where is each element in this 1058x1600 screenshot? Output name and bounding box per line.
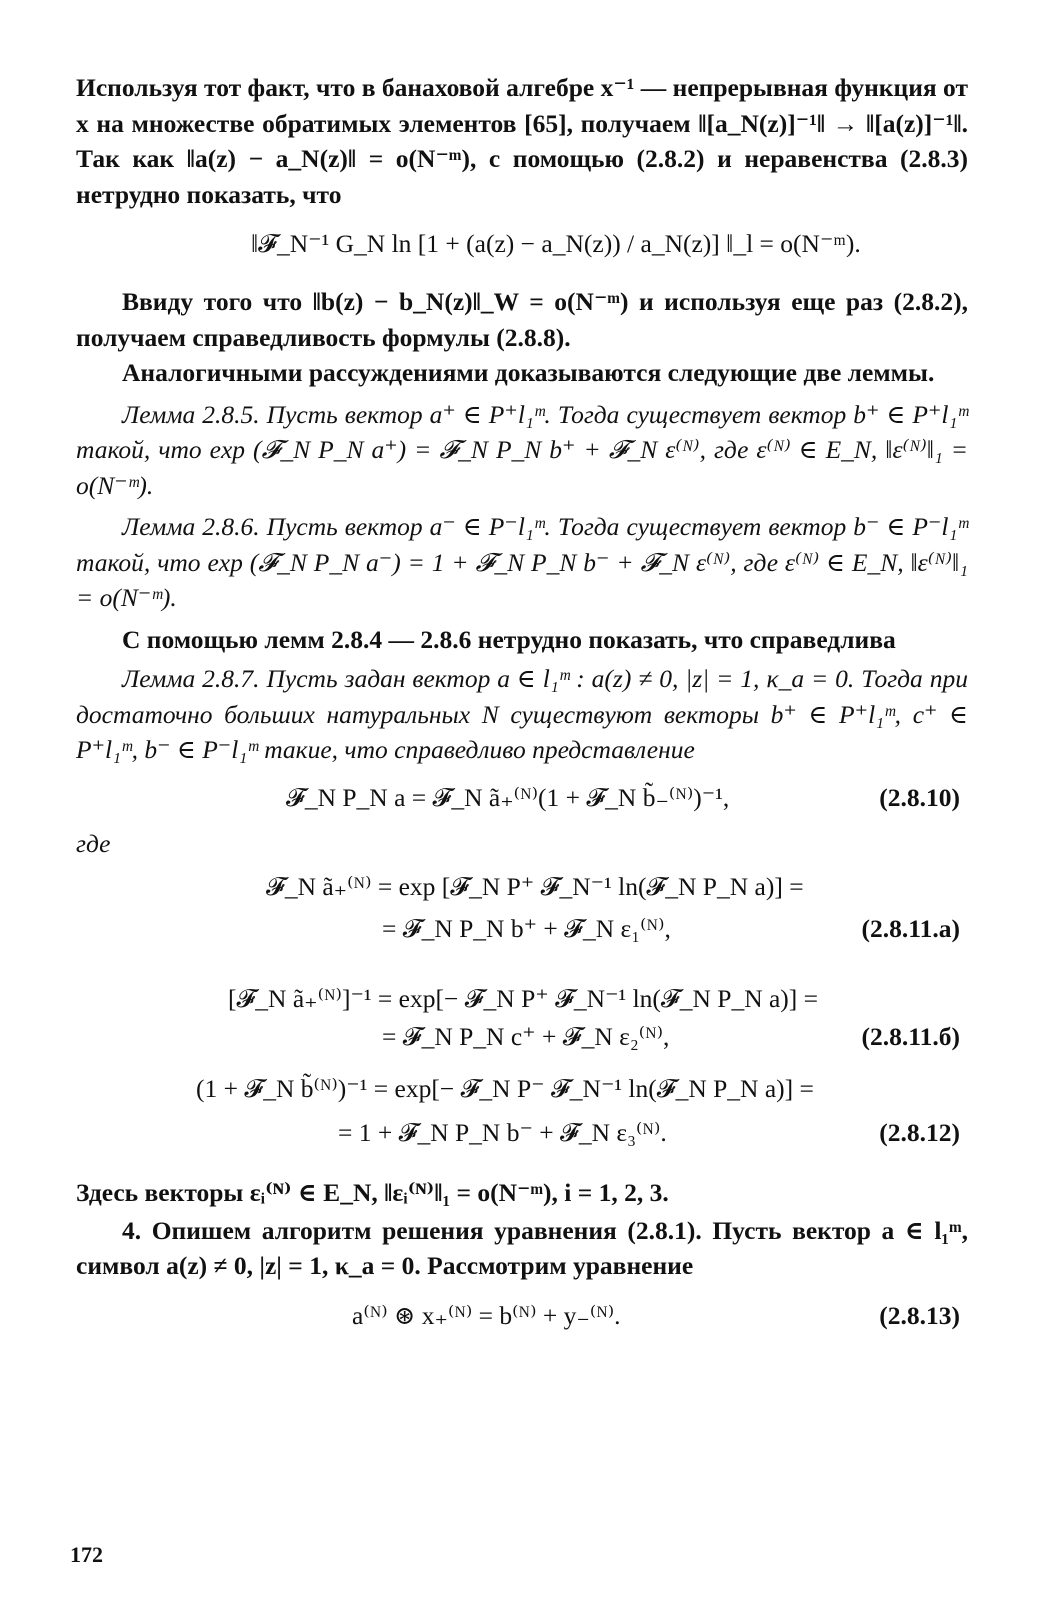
lemma-2-8-6: Лемма 2.8.6. Пусть вектор a⁻ ∈ P⁻l₁ᵐ. Тогда существует вектор b⁻ ∈ P⁻l₁ᵐ такой, что exp (𝓕_N P_N a⁻) = 1 + 𝓕_N P_N b⁻ + 𝓕_N ε⁽ᴺ⁾, где ε⁽ᴺ⁾ ∈ E_N, ‖ε⁽ᴺ⁾‖₁ = o(N⁻ᵐ). bbox=[76, 512, 968, 612]
equation-2-8-12-line1: (1 + 𝓕_N b̃⁽ᴺ⁾)⁻¹ = exp[− 𝓕_N P⁻ 𝓕_N⁻¹ ln(𝓕_N P_N a)] = bbox=[196, 1074, 814, 1103]
paragraph-1: Используя тот факт, что в банаховой алгебре x⁻¹ — непрерывная функция от x на множестве обратимых элементов [65], получаем ‖[a_N(z)]⁻¹‖ → ‖[a(z)]⁻¹‖. Так как ‖a(z) − a_N(z)‖ = o(N⁻ᵐ), с помощью (2.8.2) и неравенства (2.8.3) нетрудно показать, что bbox=[76, 73, 968, 209]
equation-2-8-13-number: (2.8.13) bbox=[879, 1300, 960, 1330]
equation-2-8-13 bbox=[76, 1284, 968, 1340]
equation-2-8-11b-line2: = 𝓕_N P_N c⁺ + 𝓕_N ε₂⁽ᴺ⁾, bbox=[382, 1022, 670, 1051]
where-label: где bbox=[76, 828, 111, 858]
lemma-2-8-7: Лемма 2.8.7. Пусть задан вектор a ∈ l₁ᵐ : a(z) ≠ 0, |z| = 1, κ_a = 0. Тогда при достаточно больших натуральных N существуют векторы b⁺ ∈ P⁺l₁ᵐ, c⁺ ∈ P⁺l₁ᵐ, b⁻ ∈ P⁻l₁ᵐ такие, что справедливо представление bbox=[76, 664, 968, 764]
equation-2-8-12-number: (2.8.12) bbox=[879, 1118, 960, 1147]
equation-2-8-11a bbox=[76, 861, 968, 953]
paragraph-3: Аналогичными рассуждениями доказываются следующие две леммы. bbox=[122, 358, 935, 387]
equation-2-8-10-number: (2.8.10) bbox=[879, 782, 960, 812]
equation-2-8-11a-line1: 𝓕_N ã₊⁽ᴺ⁾ = exp [𝓕_N P⁺ 𝓕_N⁻¹ ln(𝓕_N P_N a)] = bbox=[266, 872, 804, 901]
equation-1-body: ‖𝓕_N⁻¹ G_N ln [1 + (a(z) − a_N(z)) / a_N(z)] ‖_l = o(N⁻ᵐ). bbox=[251, 229, 861, 258]
equation-2-8-11b-number: (2.8.11.б) bbox=[861, 1022, 960, 1051]
paragraph-4: С помощью лемм 2.8.4 — 2.8.6 нетрудно показать, что справедлива bbox=[122, 624, 896, 654]
equation-2-8-13-body: a⁽ᴺ⁾ ⊛ x₊⁽ᴺ⁾ = b⁽ᴺ⁾ + y₋⁽ᴺ⁾. bbox=[352, 1300, 621, 1330]
equation-2-8-11a-line2: = 𝓕_N P_N b⁺ + 𝓕_N ε₁⁽ᴺ⁾, bbox=[382, 914, 671, 943]
equation-2-8-11b-line1: [𝓕_N ã₊⁽ᴺ⁾]⁻¹ = exp[− 𝓕_N P⁺ 𝓕_N⁻¹ ln(𝓕_N P_N a)] = bbox=[228, 984, 819, 1013]
page-body bbox=[76, 70, 968, 1340]
equation-2-8-10 bbox=[76, 768, 968, 826]
paragraph-6: 4. Опишем алгоритм решения уравнения (2.8.1). Пусть вектор a ∈ l₁ᵐ, символ a(z) ≠ 0, |z| = 1, κ_a = 0. Рассмотрим уравнение bbox=[76, 1215, 968, 1280]
lemma-2-8-5: Лемма 2.8.5. Пусть вектор a⁺ ∈ P⁺l₁ᵐ. Тогда существует вектор b⁺ ∈ P⁺l₁ᵐ такой, что exp (𝓕_N P_N a⁺) = 𝓕_N P_N b⁺ + 𝓕_N ε⁽ᴺ⁾, где ε⁽ᴺ⁾ ∈ E_N, ‖ε⁽ᴺ⁾‖₁ = o(N⁻ᵐ). bbox=[76, 399, 968, 500]
paragraph-2: Ввиду того что ‖b(z) − b_N(z)‖_W = o(N⁻ᵐ) и используя еще раз (2.8.2), получаем справедливость формулы (2.8.8). bbox=[76, 287, 968, 352]
equation-2-8-12 bbox=[76, 1051, 968, 1161]
equation-2-8-11b bbox=[76, 953, 968, 1051]
equation-2-8-12-line2: = 1 + 𝓕_N P_N b⁻ + 𝓕_N ε₃⁽ᴺ⁾. bbox=[338, 1118, 667, 1147]
page-number: 172 bbox=[70, 1542, 103, 1567]
equation-2-8-11a-number: (2.8.11.a) bbox=[861, 914, 960, 943]
equation-2-8-10-body: 𝓕_N P_N a = 𝓕_N ã₊⁽ᴺ⁾(1 + 𝓕_N b̃₋⁽ᴺ⁾)⁻¹, bbox=[286, 782, 730, 812]
paragraph-5: Здесь векторы εᵢ⁽ᴺ⁾ ∈ E_N, ‖εᵢ⁽ᴺ⁾‖₁ = o(N⁻ᵐ), i = 1, 2, 3. bbox=[76, 1178, 669, 1207]
equation-1 bbox=[76, 212, 968, 284]
